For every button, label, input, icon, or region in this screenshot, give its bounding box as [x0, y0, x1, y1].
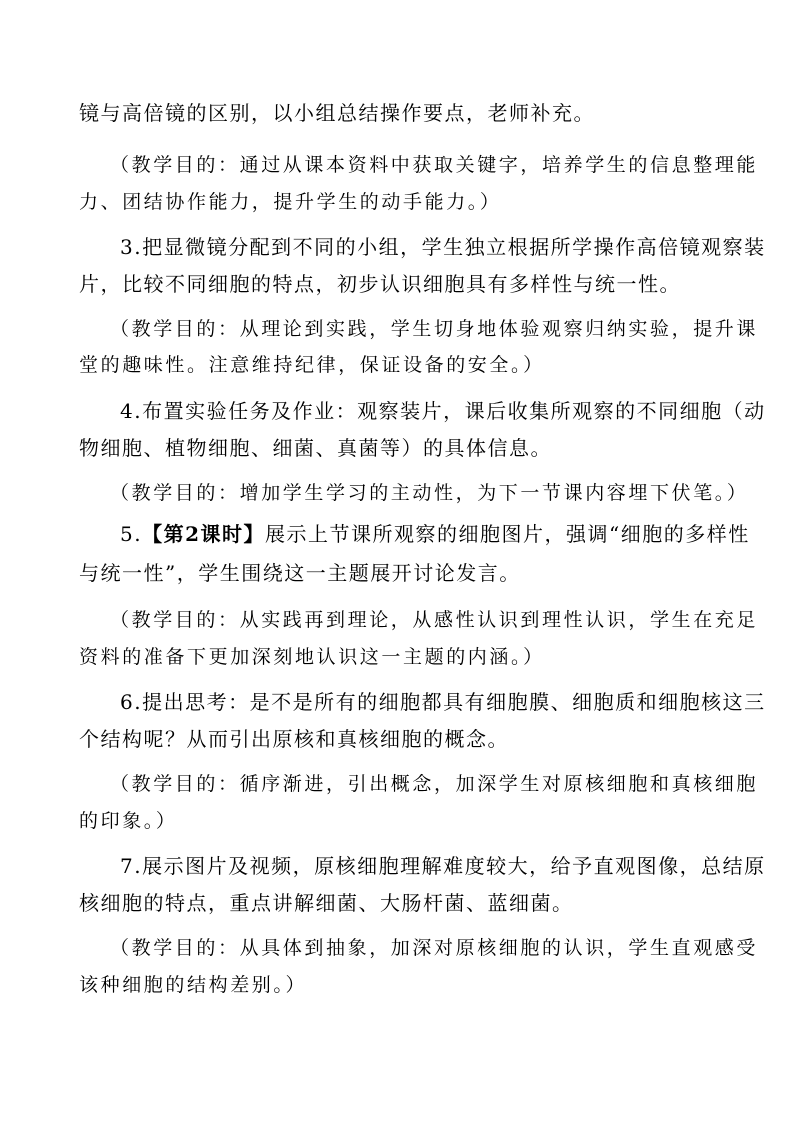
text-line — [120, 522, 750, 546]
text-line: 物细胞、植物细胞、细菌、真菌等）的具体信息。 — [79, 436, 552, 460]
text-line: （教学目的：通过从课本资料中获取关键字，培养学生的信息整理能 — [110, 154, 759, 176]
item-number: 5. — [120, 522, 143, 546]
lesson-marker: 【第2课时】 — [142, 522, 266, 546]
text-line: 7.展示图片及视频，原核细胞理解难度较大，给予直观图像，总结原 — [120, 854, 766, 878]
text-line: （教学目的：从理论到实践，学生切身地体验观察归纳实验，提升课 — [110, 318, 759, 340]
text-line: 与统一性”，学生围绕这一主题展开讨论发言。 — [79, 561, 521, 585]
text-line: 核细胞的特点，重点讲解细菌、大肠杆菌、蓝细菌。 — [79, 891, 574, 915]
text-line: 6.提出思考：是不是所有的细胞都具有细胞膜、细胞质和细胞核这三 — [120, 690, 766, 714]
text-line: 个结构呢？从而引出原核和真核细胞的概念。 — [79, 727, 509, 751]
line-text: 展示上节课所观察的细胞图片，强调“细胞的多样性 — [265, 522, 750, 546]
text-line: （教学目的：增加学生学习的主动性，为下一节课内容埋下伏笔。） — [110, 482, 749, 504]
text-line: 4.布置实验任务及作业：观察装片，课后收集所观察的不同细胞（动 — [120, 399, 766, 423]
text-line: 堂的趣味性。注意维持纪律，保证设备的安全。） — [79, 354, 545, 376]
text-line: 资料的准备下更加深刻地认识这一主题的内涵。） — [79, 646, 545, 668]
text-line: 该种细胞的结构差别。） — [79, 974, 308, 996]
text-line: （教学目的：从具体到抽象，加深对原核细胞的认识，学生直观感受 — [110, 937, 759, 959]
text-line: 力、团结协作能力，提升学生的动手能力。） — [79, 191, 502, 213]
text-line: 镜与高倍镜的区别，以小组总结操作要点，老师补充。 — [79, 101, 595, 125]
text-line: 片，比较不同细胞的特点，初步认识细胞具有多样性与统一性。 — [79, 272, 681, 296]
text-line: （教学目的：循序渐进，引出概念，加深学生对原核细胞和真核细胞 — [110, 773, 759, 795]
text-line: 3.把显微镜分配到不同的小组，学生独立根据所学操作高倍镜观察装 — [120, 235, 766, 259]
text-line: 的印象。） — [79, 810, 178, 832]
text-line: （教学目的：从实践再到理论，从感性认识到理性认识，学生在充足 — [110, 609, 759, 631]
